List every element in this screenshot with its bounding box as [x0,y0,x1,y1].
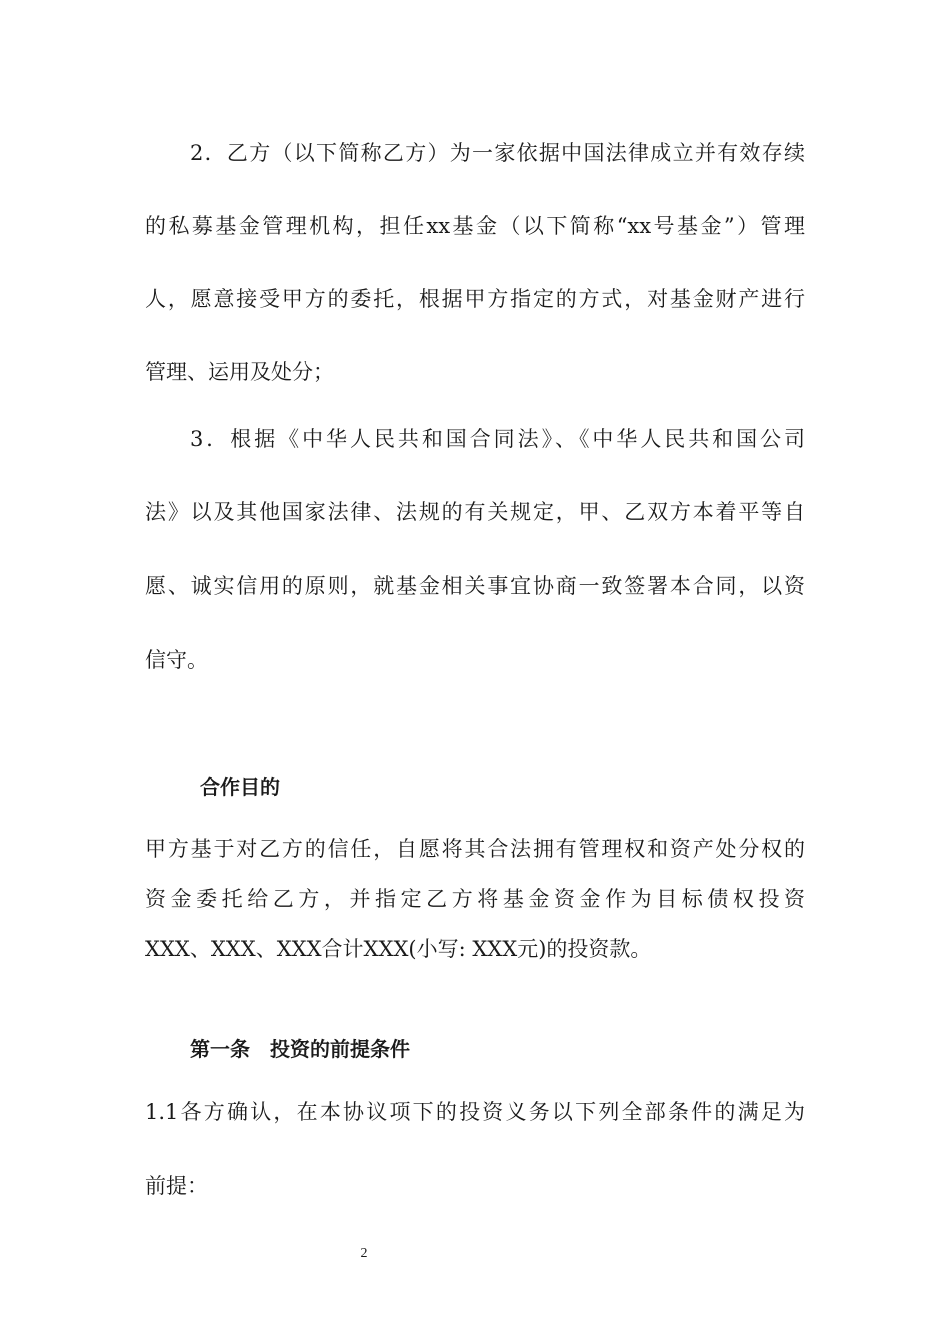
paragraph-3-line-2: 法》以及其他国家法律、法规的有关规定，甲、乙双方本着平等自 [145,500,805,524]
paragraph-3-line-1: 3．根据《中华人民共和国合同法》、《中华人民共和国公司 [190,427,805,451]
paragraph-2-line-3: 人，愿意接受甲方的委托，根据甲方指定的方式，对基金财产进行 [145,287,805,311]
paragraph-3-line-4: 信守。 [145,648,208,672]
paragraph-2-line-4: 管理、运用及处分； [145,360,334,384]
purpose-line-3: XXX、XXX、XXX合计XXX(小写: XXX元)的投资款。 [145,937,652,961]
purpose-line-2: 资金委托给乙方，并指定乙方将基金资金作为目标债权投资 [145,887,805,911]
article-1-heading: 第一条 投资的前提条件 [190,1037,410,1061]
section-heading-purpose: 合作目的 [200,775,280,799]
article-1-line-2: 前提： [145,1174,208,1198]
paragraph-2-line-1: 2．乙方（以下简称乙方）为一家依据中国法律成立并有效存续 [190,141,805,165]
paragraph-3-line-3: 愿、诚实信用的原则，就基金相关事宜协商一致签署本合同，以资 [145,574,805,598]
article-1-line-1: 1.1各方确认，在本协议项下的投资义务以下列全部条件的满足为 [145,1100,805,1124]
page-number: 2 [360,1246,368,1261]
paragraph-2-line-2: 的私募基金管理机构，担任xx基金（以下简称“xx号基金”）管理 [145,214,805,238]
purpose-line-1: 甲方基于对乙方的信任，自愿将其合法拥有管理权和资产处分权的 [145,837,805,861]
